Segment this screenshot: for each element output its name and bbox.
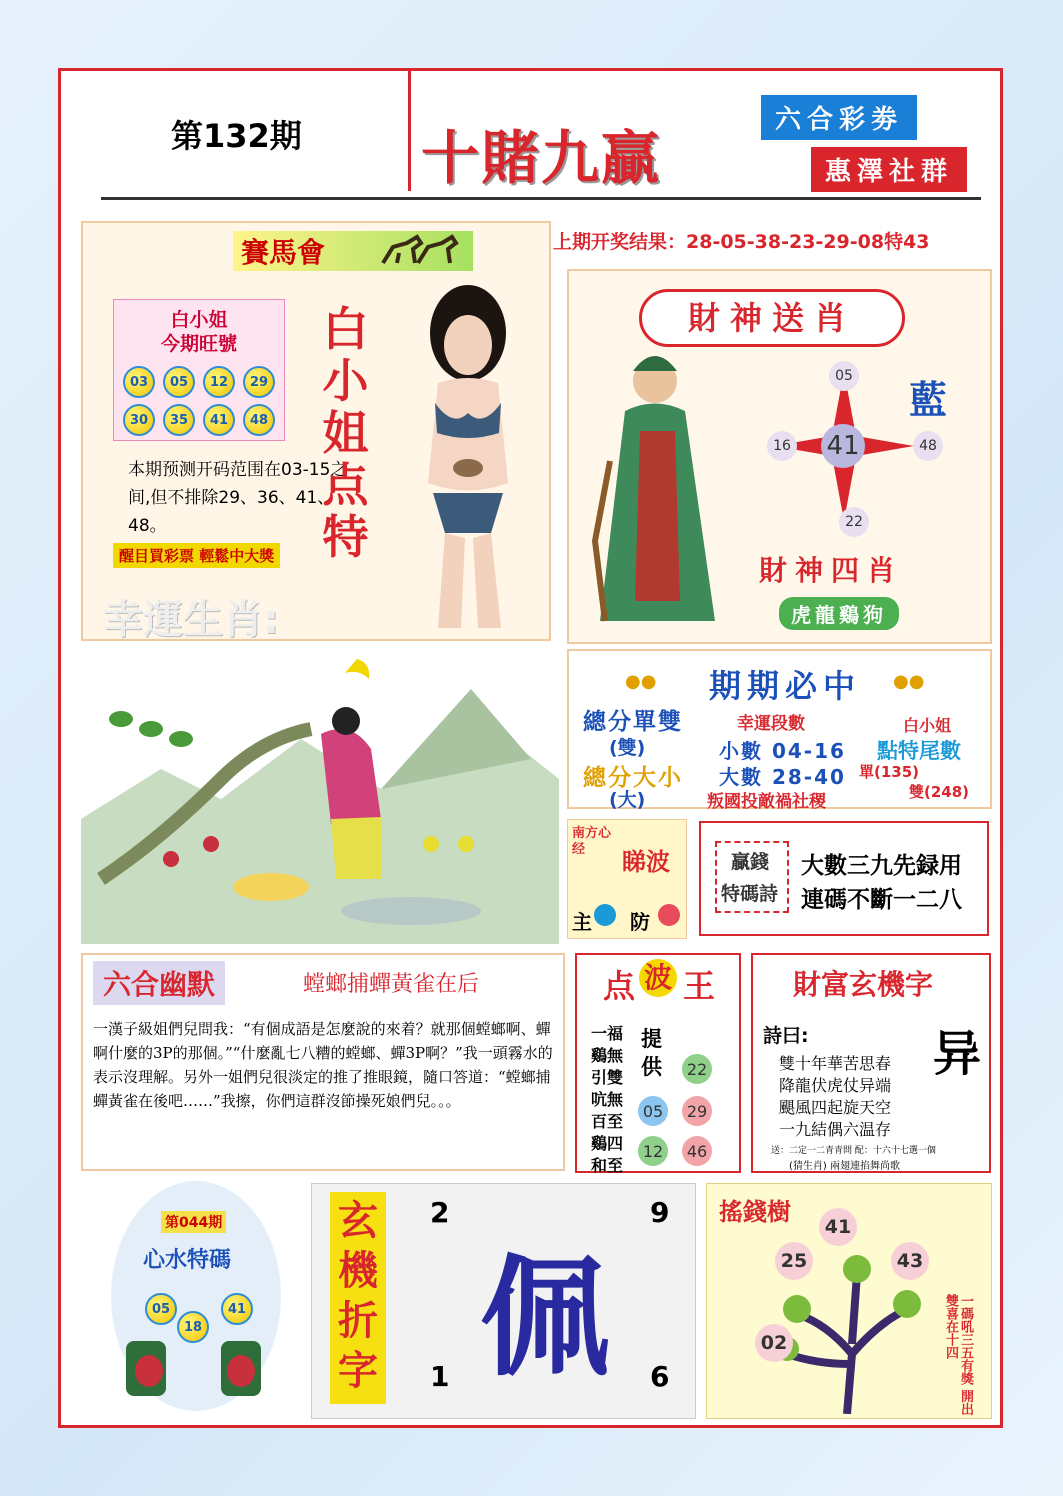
number-ball: 05: [145, 1293, 177, 1325]
corner-number: 9: [650, 1196, 670, 1229]
miss-label: 白小姐: [903, 716, 952, 735]
humor-tag: 六合幽默: [93, 961, 225, 1005]
color-blue: 藍: [909, 378, 948, 422]
clue-text: 百至: [591, 1112, 624, 1131]
brand-title: 十賭九贏: [421, 124, 662, 192]
clue-text: 吭無: [591, 1090, 624, 1109]
four-zodiac-title: 財神四肖: [759, 554, 904, 587]
main-label: 主: [572, 910, 592, 934]
poem-line: 雙十年華苦思春: [779, 1054, 892, 1073]
humor-text: 一漢子級姐們兒問我：“有個成語是怎麼說的來着？就那個螳螂啊、蟬啊什麼的3P的那個。”“什麼亂七八糟的螳螂、蟬3P啊？”我一頭霧水的表示沒理解。另外一姐們兒很淡定的推了推眼鏡，隨口答道：“螳螂捕蟬黃雀在後吧……”我擦，你們這群沒節操死娘們兒。。。: [93, 1020, 553, 1110]
number-ball: 46: [682, 1136, 712, 1166]
ball-watch-panel: [567, 819, 687, 939]
heart-issue: 第044期: [161, 1211, 226, 1233]
horse-club-label: 賽馬會: [241, 236, 326, 269]
number-ball: 29: [682, 1096, 712, 1126]
big-small-value: (大): [609, 789, 646, 811]
number-ball: 16: [767, 431, 797, 461]
lucky-range-label: 幸運段數: [737, 714, 805, 734]
ink-painting: [81, 649, 559, 944]
corner-number: 6: [650, 1360, 670, 1393]
vertical-title: 白小姐点特: [322, 302, 369, 564]
miss-hot-numbers: [113, 299, 285, 441]
heart-number-panel: [101, 1181, 301, 1411]
miss-title-line: 今期旺號: [160, 333, 237, 355]
number-ball: 22: [682, 1054, 712, 1084]
tag-community: 惠澤社群: [811, 147, 967, 192]
big-small-label: 總分大小: [583, 765, 683, 791]
number-ball: 05: [163, 366, 195, 398]
lucky-zodiac-label: 幸運生肖:: [103, 597, 279, 643]
ball-watch-tag: 南方心经: [572, 826, 612, 857]
clue-text: 引雙: [591, 1068, 624, 1087]
fortune-note: (猜生肖) 兩翅連掐舞尚歌: [789, 1161, 900, 1172]
four-zodiac-values: 虎龍鷄狗: [779, 597, 899, 630]
split-char-panel: [311, 1183, 696, 1419]
horse-club-panel: [81, 221, 551, 641]
odd-tail: 單(135): [859, 763, 920, 781]
wave-king-title-3: 王: [683, 967, 716, 1005]
split-char-title-text: 玄機折字: [338, 1198, 378, 1394]
number-ball: 05: [638, 1096, 668, 1126]
fortune-panel: [751, 953, 991, 1173]
hint-phrase: 叛國投敵禍社稷: [707, 792, 826, 812]
money-tree-title: 搖錢樹: [719, 1198, 791, 1226]
guard-label: 防: [630, 910, 650, 934]
number-ball: 48: [913, 431, 943, 461]
number-ball: 18: [177, 1311, 209, 1343]
number-ball: 12: [638, 1136, 668, 1166]
last-draw-result: 上期开奖结果：28-05-38-23-29-08特43: [553, 231, 930, 253]
special-poem-panel: [699, 821, 989, 936]
poem-label: 特碼詩: [721, 883, 779, 905]
must-win-panel: [567, 649, 992, 812]
number-ball: 41: [203, 404, 235, 436]
number-ball: 43: [891, 1242, 929, 1280]
number-ball: 02: [755, 1324, 793, 1362]
money-tree-panel: [706, 1183, 992, 1419]
number-ball: 35: [163, 404, 195, 436]
provide-label: 提供: [641, 1027, 662, 1079]
tag-lottery: 六合彩劵: [761, 95, 917, 140]
number-ball-center: 41: [821, 424, 865, 468]
wealth-god-title: 財神送肖: [639, 289, 905, 347]
clue-text: 和至: [591, 1156, 624, 1175]
poem-intro: 詩曰:: [763, 1025, 809, 1047]
red-ball: [658, 904, 680, 926]
miss-title: [114, 308, 284, 356]
tail-label: 點特尾數: [877, 739, 961, 763]
poem-line: 大數三九先録用: [801, 853, 962, 879]
number-ball: 03: [123, 366, 155, 398]
number-ball: 25: [775, 1242, 813, 1280]
number-ball: 29: [243, 366, 275, 398]
coin-icon: ●●: [625, 671, 657, 692]
horse-club-title: [233, 231, 473, 271]
poem-label: 贏錢: [731, 851, 770, 873]
clue-text: 一福: [591, 1024, 624, 1043]
odd-even-value: (雙): [609, 737, 646, 759]
wave-king-title-2: 波: [639, 959, 677, 997]
issue-number: 第132期: [171, 117, 302, 155]
number-ball: 30: [123, 404, 155, 436]
split-char-title: [330, 1192, 386, 1404]
poem-line: 一九結偶六温存: [779, 1120, 892, 1139]
clue-text: 鷄四: [591, 1134, 624, 1153]
divider: [408, 71, 411, 191]
small-range: 小數 04-16: [719, 739, 846, 763]
divider: [101, 197, 981, 200]
poem-line: 颶風四起旋天空: [779, 1098, 892, 1117]
poem-line: 連碼不斷一二八: [801, 887, 962, 913]
wealth-god-illustration: [585, 341, 735, 631]
poem-line: 降龍伏虎仗异端: [779, 1076, 892, 1095]
clue-text: 鷄無: [591, 1046, 624, 1065]
poster-sheet: [58, 68, 1003, 1428]
fortune-note: 送：二定一二青青問 配：十六十七選一個: [771, 1146, 936, 1156]
number-ball: 12: [203, 366, 235, 398]
mystery-character: 佩: [480, 1241, 611, 1394]
number-ball: 48: [243, 404, 275, 436]
wealth-god-panel: [567, 269, 992, 644]
money-tree-clue: 一碼吼三五有獎 開出雙喜在十四: [943, 1294, 973, 1416]
corner-number: 2: [430, 1196, 450, 1229]
slogan: 醒目買彩票 輕鬆中大獎: [113, 543, 280, 568]
number-ball: 22: [839, 507, 869, 537]
blue-ball: [594, 904, 616, 926]
wave-king-panel: [575, 953, 741, 1173]
number-ball: 41: [221, 1293, 253, 1325]
prediction-text: 本期预测开码范围在03-15之间,但不排除29、36、41、48。: [128, 460, 348, 536]
miss-title-line: 白小姐: [170, 309, 228, 331]
wave-king-title-1: 点: [603, 967, 636, 1005]
fortune-title: 財富玄機字: [793, 968, 934, 1001]
coin-icon: ●●: [893, 671, 925, 692]
even-tail: 雙(248): [909, 783, 970, 801]
humor-subtitle: 螳螂捕蟬黃雀在后: [303, 972, 480, 997]
corner-number: 1: [430, 1360, 450, 1393]
ball-watch-title: 睇波: [622, 848, 670, 876]
number-ball: 41: [819, 1208, 857, 1246]
big-range: 大數 28-40: [719, 765, 846, 789]
number-ball: 05: [829, 361, 859, 391]
number-balls: [114, 366, 284, 436]
humor-panel: [81, 953, 565, 1171]
heart-title: 心水特碼: [143, 1248, 232, 1273]
horse-icon: [373, 233, 463, 269]
must-win-title: 期期必中: [709, 667, 862, 705]
odd-even-label: 總分單雙: [583, 709, 683, 735]
glove-icon: [121, 1331, 271, 1401]
mystery-char: 异: [933, 1026, 982, 1082]
model-illustration: [383, 283, 553, 633]
